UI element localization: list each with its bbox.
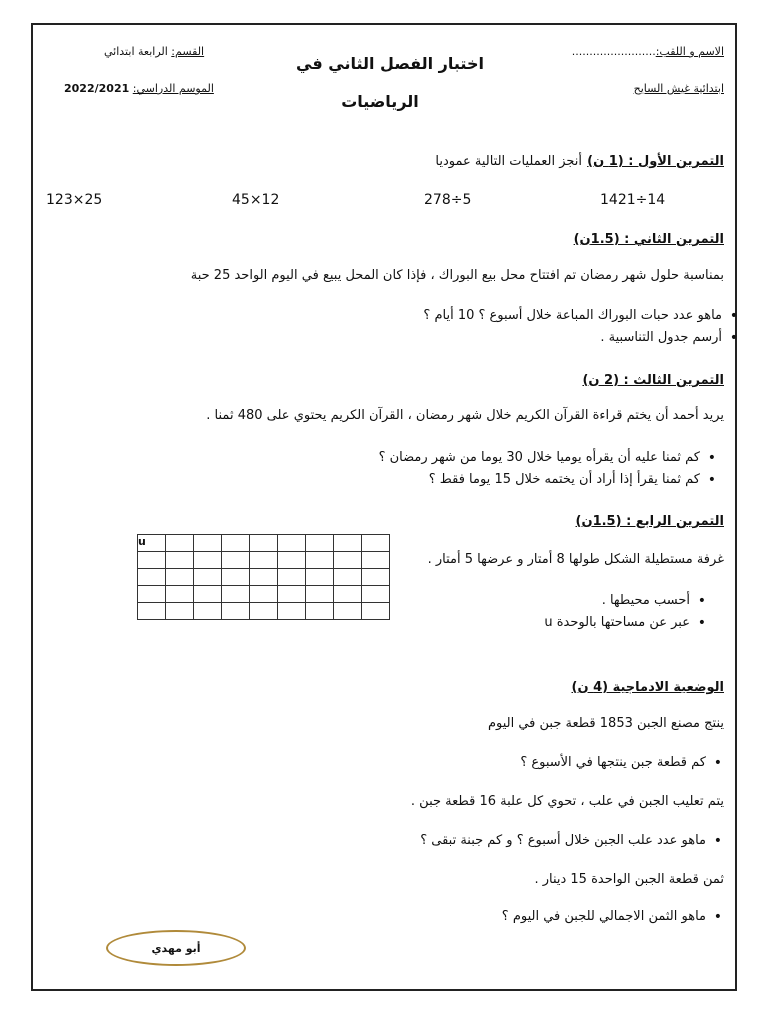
- ex4-heading: التمرين الرابع : (1.5ن): [575, 514, 724, 529]
- ex2-heading: التمرين الثاني : (1.5ن): [573, 232, 724, 247]
- ex4-text: غرفة مستطيلة الشكل طولها 8 أمتار و عرضها 5 أمتار .: [427, 552, 724, 567]
- ex1-instruction: أنجز العمليات التالية عموديا: [435, 154, 583, 169]
- grid-unit-cell: u: [138, 535, 166, 552]
- list-item: • كم ثمنا يقرأ إذا أراد أن يختمه خلال 15 يوما فقط ؟: [379, 469, 718, 491]
- integration-bullet: [502, 906, 724, 928]
- year-value: 2022/2021: [64, 82, 130, 95]
- name-dots: ........................: [571, 45, 656, 58]
- integration-bullet: [420, 830, 724, 852]
- operation: 123×25: [46, 192, 103, 208]
- exam-subject: الرياضيات: [341, 92, 419, 111]
- unit-grid: [137, 534, 390, 620]
- year-label: الموسم الدراسي:: [132, 82, 214, 95]
- exam-title: اختبار الفصل الثاني في: [296, 54, 484, 73]
- list-item: • ماهو عدد حبات البوراك المباعة خلال أسبوع ؟ 10 أيام ؟: [423, 305, 740, 327]
- year-line: [64, 82, 214, 95]
- list-item: • كم قطعة جبن ينتجها في الأسبوع ؟: [520, 752, 724, 774]
- operation: 278÷5: [424, 192, 472, 208]
- ex1-heading: التمرين الأول : (1 ن): [587, 154, 724, 169]
- operation: 45×12: [232, 192, 280, 208]
- integration-line: يتم تعليب الجبن في علب ، تحوي كل علبة 16 قطعة جبن .: [410, 794, 724, 809]
- signature-stamp: [106, 930, 246, 966]
- operation: 1421÷14: [600, 192, 666, 208]
- grade-line: [104, 45, 204, 58]
- grade-value: الرابعة ابتدائي: [104, 45, 168, 58]
- integration-line: ينتج مصنع الجبن 1853 قطعة جبن في اليوم: [487, 716, 724, 731]
- ex3-heading: التمرين الثالث : (2 ن): [582, 373, 724, 388]
- ex2-bullets: [423, 305, 740, 349]
- name-label: الاسم و اللقب:: [655, 45, 724, 58]
- list-item: • ماهو عدد علب الجبن خلال أسبوع ؟ و كم جبنة تبقى ؟: [420, 830, 724, 852]
- list-item: • عبر عن مساحتها بالوحدة u: [544, 612, 708, 634]
- list-item: • أرسم جدول التناسبية .: [423, 327, 740, 349]
- ex3-text: يريد أحمد أن يختم قراءة القرآن الكريم خلال شهر رمضان ، القرآن الكريم يحتوي على 480 ثمنا .: [206, 408, 724, 423]
- list-item: • أحسب محيطها .: [544, 590, 708, 612]
- list-item: • كم ثمنا عليه أن يقرأه يوميا خلال 30 يوما من شهر رمضان ؟: [379, 447, 718, 469]
- ex1-line: [435, 150, 724, 169]
- grade-label: القسم:: [171, 45, 205, 58]
- ex2-text: بمناسبة حلول شهر رمضان تم افتتاح محل بيع البوراك ، فإذا كان المحل يبيع في اليوم الواحد 25 حبة: [190, 268, 724, 283]
- integration-heading: الوضعية الادماجية (4 ن): [571, 680, 724, 695]
- integration-bullet: [520, 752, 724, 774]
- name-line: [572, 45, 724, 58]
- ex4-bullets: [544, 590, 708, 634]
- integration-line: ثمن قطعة الجبن الواحدة 15 دينار .: [534, 872, 724, 887]
- signature-text: أبو مهدي: [151, 941, 201, 955]
- ex3-bullets: [379, 447, 718, 491]
- list-item: • ماهو الثمن الاجمالي للجبن في اليوم ؟: [502, 906, 724, 928]
- school-name: ابتدائية غيش السايح: [633, 82, 724, 95]
